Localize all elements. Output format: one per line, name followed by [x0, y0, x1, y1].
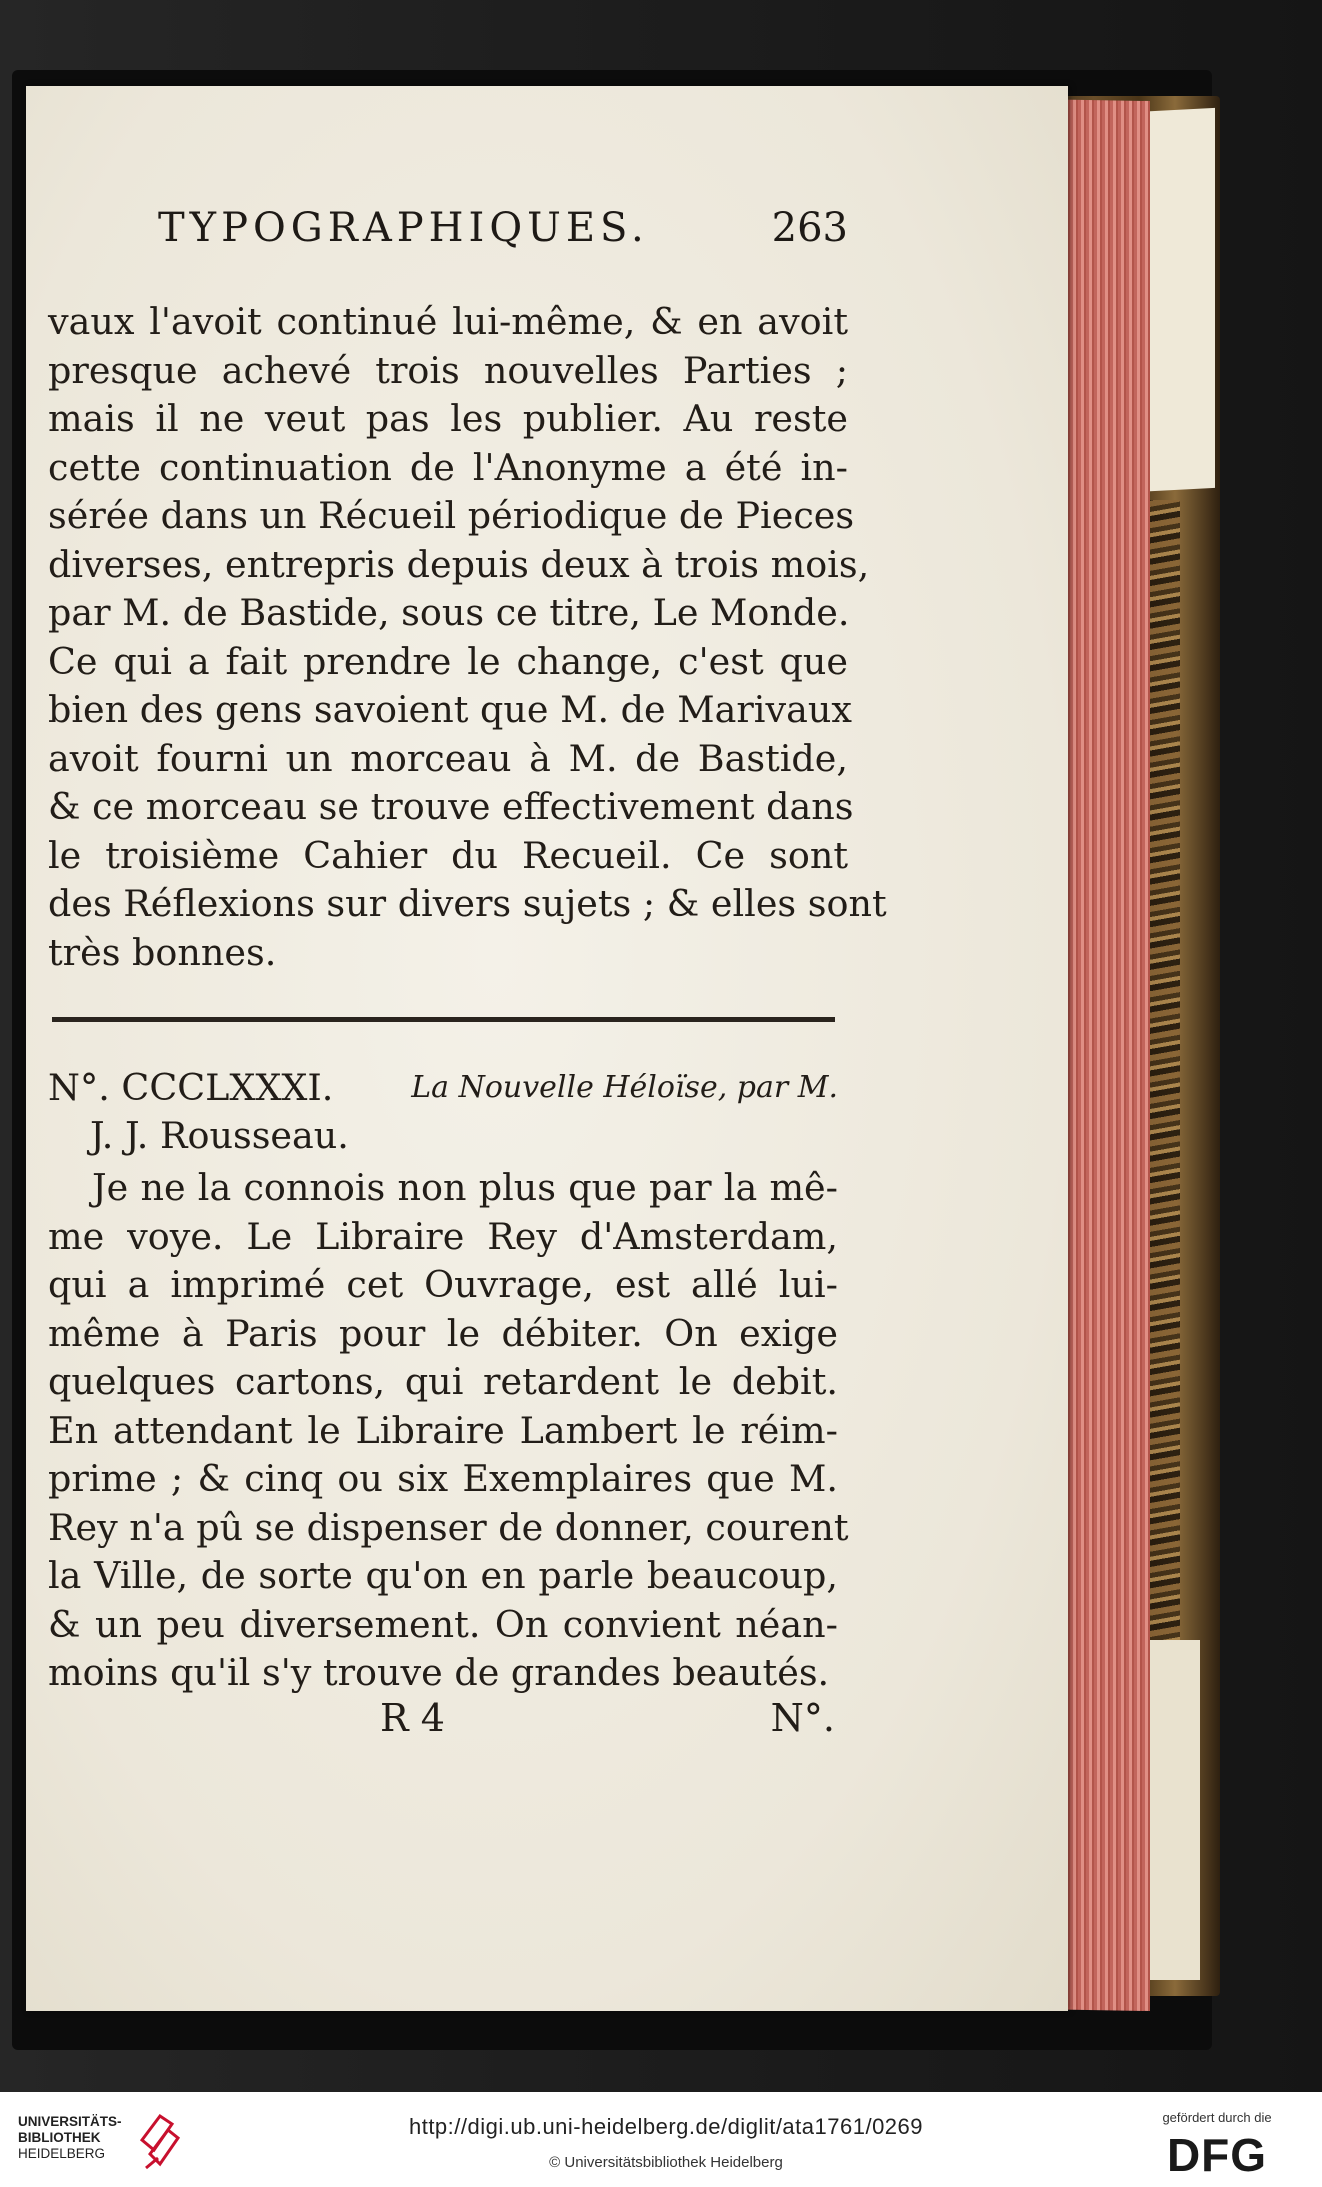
entry-number: N°. CCCLXXXI.: [48, 1066, 334, 1109]
text-line: Ce qui a fait prendre le change, c'est que: [48, 639, 848, 683]
entry-author: J. J. Rousseau.: [90, 1114, 349, 1157]
text-line: des Réflexions sur divers sujets ; & elles sont: [48, 882, 887, 925]
library-name-line3: HEIDELBERG: [18, 2146, 106, 2161]
text-line: moins qu'il s'y trouve de grandes beautés.: [48, 1651, 830, 1694]
running-title: TYPOGRAPHIQUES.: [158, 205, 649, 251]
text-line: qui a imprimé cet Ouvrage, est allé lui-: [48, 1263, 838, 1306]
text-line: presque achevé trois nouvelles Parties ;: [48, 348, 848, 392]
signature-mark: R 4: [380, 1696, 445, 1740]
text-line: le troisième Cahier du Recueil. Ce sont: [48, 833, 848, 877]
dfg-logo: DFG: [1166, 2129, 1268, 2181]
text-line: la Ville, de sorte qu'on en parle beaucoup,: [48, 1554, 838, 1597]
text-line: & un peu diversement. On convient néan-: [48, 1602, 838, 1646]
text-line: Rey n'a pû se dispenser de donner, courent: [48, 1505, 849, 1549]
running-head: [158, 205, 848, 251]
text-line: Je ne la connois non plus que par la mê-: [92, 1166, 838, 1209]
text-block-top: [48, 298, 887, 977]
text-line: même à Paris pour le débiter. On exige: [48, 1311, 838, 1355]
entry-heading: [48, 1064, 838, 1160]
text-line: avoit fourni un morceau à M. de Bastide,: [48, 736, 848, 780]
library-mark-icon: [138, 2110, 180, 2172]
text-line: & ce morceau se trouve effectivement dans: [48, 785, 854, 828]
text-line: sérée dans un Récueil périodique de Pieces: [48, 494, 855, 537]
permalink-url[interactable]: http://digi.ub.uni-heidelberg.de/diglit/ata1761/0269: [408, 2114, 924, 2139]
page-number: 263: [771, 205, 848, 251]
catchword: N°.: [770, 1696, 835, 1740]
text-line: quelques cartons, qui retardent le debit.: [48, 1360, 838, 1403]
text-block-bottom: [48, 1164, 849, 1698]
library-footer-bar: [0, 2092, 1322, 2187]
text-line: bien des gens savoient que M. de Marivaux: [48, 688, 852, 731]
library-name-line1: UNIVERSITÄTS-: [18, 2114, 122, 2129]
text-line: diverses, entrepris depuis deux à trois mois,: [48, 542, 870, 586]
text-line: cette continuation de l'Anonyme a été in-: [48, 445, 848, 489]
text-line: En attendant le Libraire Lambert le réim-: [48, 1408, 838, 1452]
entry-title: La Nouvelle Héloïse, par M.: [411, 1070, 838, 1105]
text-line: me voye. Le Libraire Rey d'Amsterdam,: [48, 1214, 838, 1258]
text-line: vaux l'avoit continué lui-même, & en avoit: [48, 300, 848, 343]
funder-note: gefördert durch die: [1162, 2110, 1272, 2125]
text-line: très bonnes.: [48, 930, 277, 974]
page-footer: [380, 1696, 835, 1740]
section-rule: [52, 1017, 835, 1022]
copyright-notice: © Universitätsbibliothek Heidelberg: [549, 2154, 783, 2171]
library-name-line2: BIBLIOTHEK: [18, 2130, 101, 2145]
text-line: mais il ne veut pas les publier. Au reste: [48, 397, 848, 440]
text-line: prime ; & cinq ou six Exemplaires que M.: [48, 1457, 838, 1500]
text-line: par M. de Bastide, sous ce titre, Le Monde.: [48, 591, 850, 634]
